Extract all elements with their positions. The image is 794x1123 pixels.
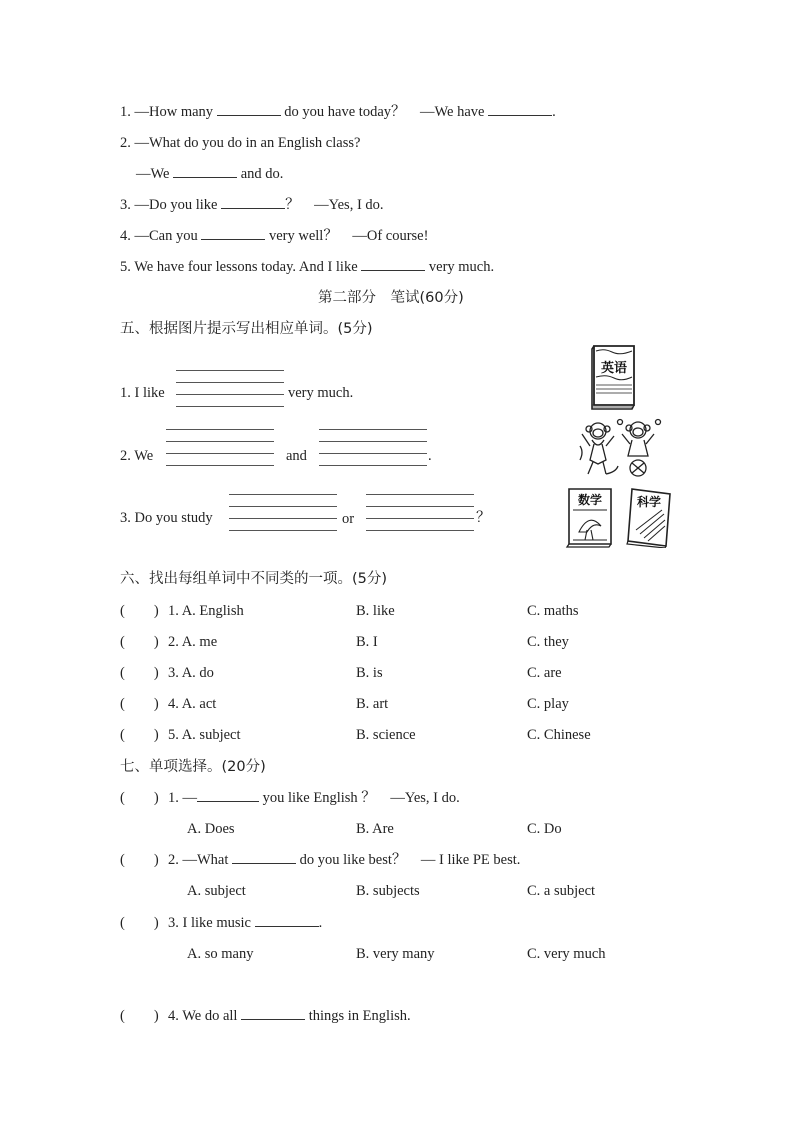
s6-option-b: B. is: [356, 665, 383, 681]
section5-title: 五、根据图片提示写出相应单词。(5分): [120, 321, 373, 337]
s5-q1: [120, 384, 165, 402]
s7-q4-stem: [168, 1007, 411, 1025]
s5-q1-text-a: 1. I like: [120, 385, 165, 401]
s7-q3-option-c[interactable]: C. very much: [527, 946, 606, 962]
s6-option-a: 5. A. subject: [168, 727, 241, 743]
s6-option-c: C. Chinese: [527, 727, 591, 743]
answer-paren[interactable]: ( ): [120, 665, 159, 681]
science-book-picture: [624, 486, 674, 548]
s7-q2-option-c[interactable]: C. a subject: [527, 883, 596, 899]
q4-4: [120, 227, 428, 245]
s6-option-b: B. like: [356, 603, 395, 619]
s7-q3-text-b: .: [318, 915, 323, 931]
s5-q2-end: .: [428, 448, 432, 464]
section6-title: 六、找出每组单词中不同类的一项。(5分): [120, 571, 388, 587]
answer-paren[interactable]: ( ): [120, 1008, 159, 1024]
s7-q1-text-a: 1. —: [168, 790, 197, 806]
q4-1-text-a: 1. —How many: [120, 104, 214, 120]
s7-q1-option-b[interactable]: B. Are: [356, 821, 394, 837]
s5-q2: [120, 447, 153, 465]
q4-4-text-a: 4. —Can you: [120, 228, 198, 244]
s7-q4-text-a: 4. We do all: [168, 1008, 238, 1024]
science-book-label: 科学: [636, 495, 662, 509]
four-line-writing-box[interactable]: [176, 370, 284, 407]
s6-option-b: B. art: [356, 696, 389, 712]
s5-q2-and: and: [286, 448, 307, 464]
answer-paren[interactable]: ( ): [120, 603, 159, 619]
s5-q3: [120, 509, 213, 527]
q4-5-text-b: very much.: [428, 259, 495, 275]
q4-1-text-b: do you have today？: [284, 104, 406, 120]
book-label: 英语: [600, 361, 628, 376]
q4-3-text-a: 3. —Do you like: [120, 197, 218, 213]
s5-q3-or: or: [342, 511, 355, 527]
answer-paren[interactable]: ( ): [120, 915, 159, 931]
maths-book-label: 数学: [577, 493, 603, 507]
s7-q3-text-a: 3. I like music: [168, 915, 251, 931]
answer-paren[interactable]: ( ): [120, 696, 159, 712]
four-line-writing-box[interactable]: [166, 429, 274, 466]
s7-q1-text-b: you like English ？: [262, 790, 376, 806]
answer-blank[interactable]: [221, 196, 285, 209]
s7-q4-text-b: things in English.: [308, 1008, 411, 1024]
maths-book-picture: [565, 486, 617, 548]
answer-blank[interactable]: [173, 165, 237, 178]
q4-3: [120, 196, 384, 214]
q4-4-text-c: —Of course!: [352, 228, 429, 244]
s6-option-c: C. are: [527, 665, 562, 681]
s5-q1-tail: very much.: [288, 385, 354, 401]
s6-option-c: C. they: [527, 634, 569, 650]
four-line-writing-box[interactable]: [366, 494, 474, 531]
s6-option-a: 4. A. act: [168, 696, 217, 712]
s7-q2-text-a: 2. —What: [168, 852, 229, 868]
s7-q3-option-a[interactable]: A. so many: [187, 946, 254, 962]
acting-monkeys-picture: [576, 416, 672, 478]
q4-3-text-b: ？: [285, 197, 300, 213]
s6-option-b: B. I: [356, 634, 378, 650]
s6-option-a: 2. A. me: [168, 634, 218, 650]
s7-q2-text-b: do you like best？: [299, 852, 407, 868]
q4-4-text-b: very well？: [268, 228, 338, 244]
s7-q2-text-c: — I like PE best.: [420, 852, 521, 868]
answer-blank[interactable]: [201, 227, 265, 240]
s7-q1-text-c: —Yes, I do.: [390, 790, 460, 806]
answer-paren[interactable]: ( ): [120, 790, 159, 806]
s5-q3-text-a: 3. Do you study: [120, 510, 213, 526]
q4-2-text-a: 2. —What do you do in an English class?: [120, 135, 361, 151]
s6-option-a: 3. A. do: [168, 665, 214, 681]
s5-q3-end: ？: [476, 510, 491, 526]
q4-1: [120, 103, 556, 121]
q4-1-text-d: .: [552, 104, 556, 120]
answer-blank[interactable]: [488, 103, 552, 116]
q4-2-text-b: —We: [136, 166, 170, 182]
s7-q2-option-b[interactable]: B. subjects: [356, 883, 420, 899]
part2-title: 第二部分 笔试(60分): [318, 290, 464, 306]
answer-blank[interactable]: [217, 103, 281, 116]
answer-blank[interactable]: [232, 851, 296, 864]
four-line-writing-box[interactable]: [229, 494, 337, 531]
q4-2-answer-line: [136, 165, 283, 183]
english-book-picture: [588, 343, 640, 411]
answer-blank[interactable]: [241, 1007, 305, 1020]
s6-option-a: 1. A. English: [168, 603, 244, 619]
answer-paren[interactable]: ( ): [120, 852, 159, 868]
s7-q1-option-c[interactable]: C. Do: [527, 821, 562, 837]
q4-3-text-c: —Yes, I do.: [314, 197, 384, 213]
q4-1-text-c: —We have: [420, 104, 485, 120]
section7-title: 七、单项选择。(20分): [120, 759, 266, 775]
answer-blank[interactable]: [361, 258, 425, 271]
answer-blank[interactable]: [255, 914, 319, 927]
answer-paren[interactable]: ( ): [120, 634, 159, 650]
s6-option-c: C. play: [527, 696, 569, 712]
s5-q2-text-a: 2. We: [120, 448, 154, 464]
s7-q1-option-a[interactable]: A. Does: [187, 821, 235, 837]
answer-paren[interactable]: ( ): [120, 727, 159, 743]
four-line-writing-box[interactable]: [319, 429, 427, 466]
q4-5: [120, 258, 494, 276]
q4-2-text-c: and do.: [240, 166, 284, 182]
s7-q1-stem: [168, 789, 460, 807]
q4-5-text-a: 5. We have four lessons today. And I like: [120, 259, 358, 275]
s6-option-c: C. maths: [527, 603, 579, 619]
answer-blank[interactable]: [197, 789, 259, 802]
q4-2: [120, 134, 360, 152]
s7-q3-stem: [168, 914, 322, 932]
s7-q2-option-a[interactable]: A. subject: [187, 883, 246, 899]
s7-q2-stem: [168, 851, 520, 869]
s6-option-b: B. science: [356, 727, 416, 743]
s7-q3-option-b[interactable]: B. very many: [356, 946, 435, 962]
